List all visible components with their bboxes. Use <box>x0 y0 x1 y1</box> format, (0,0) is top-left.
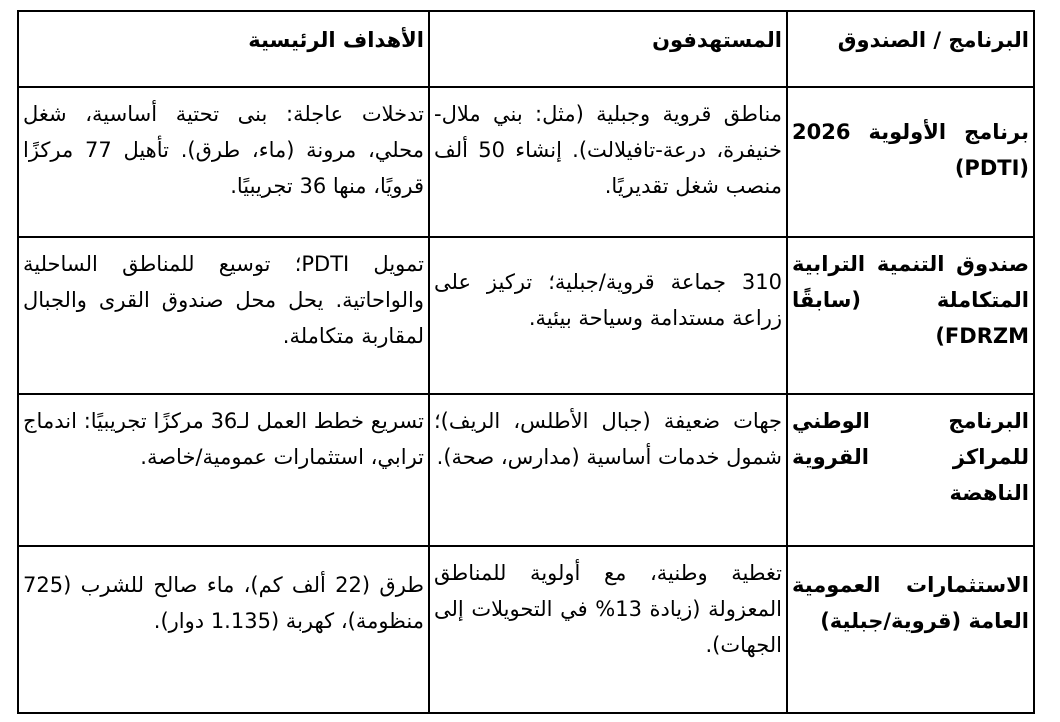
header-program: البرنامج / الصندوق <box>788 12 1033 88</box>
row-4-beneficiaries: تغطية وطنية، مع أولوية للمناطق المعزولة (زيادة 13% في التحويلات إلى الجهات). <box>430 547 788 712</box>
programs-table <box>17 10 1035 714</box>
header-objectives: الأهداف الرئيسية <box>19 12 430 88</box>
row-4-program: الاستثمارات العمومية العامة (قروية/جبلية) <box>792 573 1029 633</box>
row-4-objectives: طرق (22 ألف كم)، ماء صالح للشرب (725 منظومة)، كهربة (1.135 دوار). <box>19 547 430 712</box>
row-3-program: البرنامج الوطني للمراكز القروية الناهضة <box>788 395 1033 547</box>
row-1-objectives: تدخلات عاجلة: بنى تحتية أساسية، شغل محلي، مرونة (ماء، طرق). تأهيل 77 مركزًا قرويًا، منها 36 تجريبيًا. <box>19 88 430 238</box>
row-2-program: صندوق التنمية الترابية المتكاملة (سابقًا FDRZM) <box>788 238 1033 395</box>
row-3-objectives: تسريع خطط العمل لـ36 مركزًا تجريبيًا: اندماج ترابي، استثمارات عمومية/خاصة. <box>19 395 430 547</box>
row-2-objectives: تمويل PDTI؛ توسيع للمناطق الساحلية والواحاتية. يحل محل صندوق القرى والجبال لمقاربة متكاملة. <box>19 238 430 395</box>
row-1-program: برنامج الأولوية 2026 (PDTI) <box>788 88 1033 238</box>
row-2-beneficiaries: 310 جماعة قروية/جبلية؛ تركيز على زراعة مستدامة وسياحة بيئية. <box>430 238 788 395</box>
row-3-beneficiaries: جهات ضعيفة (جبال الأطلس، الريف)؛ شمول خدمات أساسية (مدارس، صحة). <box>430 395 788 547</box>
row-1-beneficiaries: مناطق قروية وجبلية (مثل: بني ملال-خنيفرة، درعة-تافيلالت). إنشاء 50 ألف منصب شغل تقديريًا. <box>430 88 788 238</box>
header-beneficiaries: المستهدفون <box>430 12 788 88</box>
